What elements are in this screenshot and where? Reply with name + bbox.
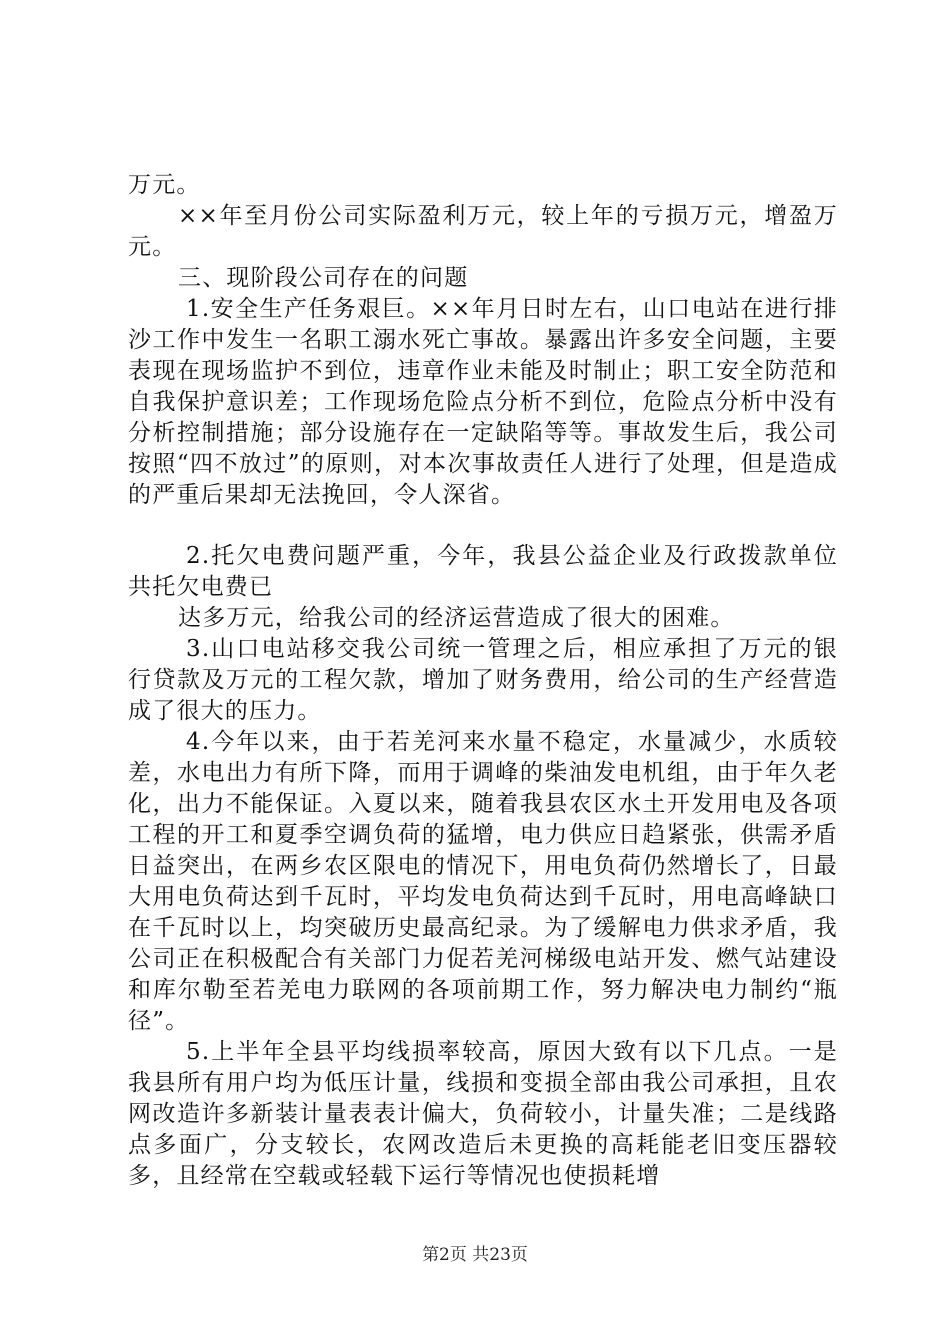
paragraph-item-2-continued: 达多万元，给我公司的经济运营造成了很大的困难。: [178, 605, 735, 631]
paragraph-item-5: 5.上半年全县平均线损率较高，原因大致有以下几点。一是我县所有用户均为低压计量，线损和变损全部由我公司承担，且农网改造许多新装计量表表计偏大，负荷较小，计量失准；二是线路点多面广，分支较长，农网改造后未更换的高耗能老旧变压器较多，且经常在空载或轻载下运行等情况也使损耗增: [128, 1039, 838, 1189]
paragraph-gap: [128, 511, 838, 541]
section-heading: 三、现阶段公司存在的问题: [178, 265, 469, 291]
paragraph-item-4: 4.今年以来，由于若羌河来水量不稳定，水量减少，水质较差，水电出力有所下降，而用于调峰的柴油发电机组，由于年久老化，出力不能保证。入夏以来，随着我县农区水土开发用电及各项工程的开工和夏季空调负荷的猛增，电力供应日趋紧张，供需矛盾日益突出，在两乡农区限电的情况下，用电负荷仍然增长了，日最大用电负荷达到千瓦时，平均发电负荷达到千瓦时，用电高峰缺口在千瓦时以上，均突破历史最高纪录。为了缓解电力供求矛盾，我公司正在积极配合有关部门力促若羌河梯级电站开发、燃气站建设和库尔勒至若羌电力联网的各项前期工作，努力解决电力制约“瓶径”。: [128, 729, 838, 1034]
paragraph-item-2: 2.托欠电费问题严重，今年，我县公益企业及行政拨款单位共托欠电费已: [128, 543, 838, 600]
document-body: [128, 170, 838, 1192]
page-number-footer: 第2页 共23页: [422, 1245, 528, 1265]
paragraph-item-1: 1.安全生产任务艰巨。××年月日时左右，山口电站在进行排沙工作中发生一名职工溺水死亡事故。暴露出许多安全问题，主要表现在现场监护不到位，违章作业未能及时制止；职工安全防范和自我保护意识差；工作现场危险点分析不到位，危险点分析中没有分析控制措施；部分设施存在一定缺陷等等。事故发生后，我公司按照“四不放过”的原则，对本次事故责任人进行了处理，但是造成的严重后果却无法挽回，令人深省。: [128, 296, 838, 508]
paragraph-continuation: 万元。: [128, 172, 201, 198]
paragraph-item-3: 3.山口电站移交我公司统一管理之后，相应承担了万元的银行贷款及万元的工程欠款，增加了财务费用，给公司的生产经营造成了很大的压力。: [128, 636, 838, 724]
paragraph-profit: ××年至月份公司实际盈利万元，较上年的亏损万元，增盈万元。: [128, 203, 838, 260]
